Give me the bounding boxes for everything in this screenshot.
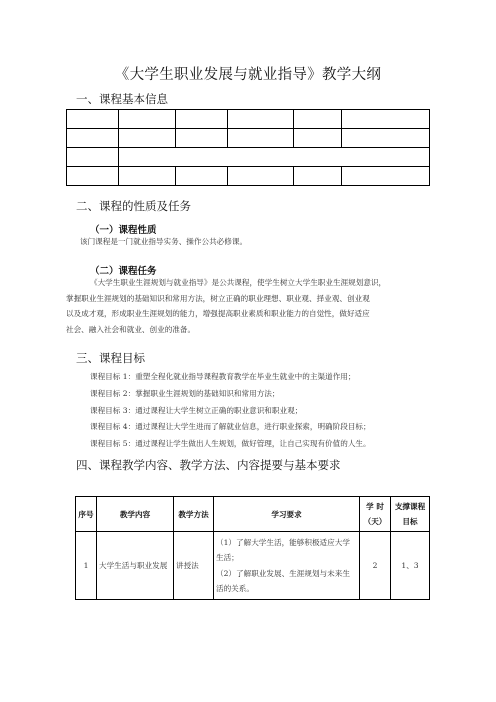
table-row [67, 110, 430, 129]
header-requirement: 学习要求 [214, 497, 360, 532]
requirement-line: （1）了解大学生活，能够积极适应大学生活； [216, 537, 350, 562]
header-content: 教学内容 [97, 497, 174, 532]
course-nature-heading: （一）课程性质 [90, 225, 157, 236]
section2-heading: 二、课程的性质及任务 [76, 199, 191, 213]
table-row [67, 129, 430, 148]
row-hours: 2 [360, 532, 391, 600]
row-content: 大学生活与职业发展 [97, 532, 174, 600]
table-cell [227, 129, 294, 148]
section3-heading: 三、课程目标 [76, 351, 145, 365]
course-goal-item: 课程目标 4：通过课程让大学生进而了解就业信息，进行职业探索，明确阶段目标； [90, 422, 371, 431]
course-task-line: 以及成才观，形成职业生涯规划的能力，增强提高职业素质和职业能力的自觉性，做好适应 [66, 309, 370, 318]
table-cell [67, 129, 119, 148]
teaching-content-table [75, 496, 430, 600]
course-goal-item: 课程目标 3：通过课程让大学生树立正确的职业意识和职业观； [90, 406, 303, 415]
row-seq: 1 [76, 532, 97, 600]
table-cell [118, 129, 175, 148]
table-cell [294, 129, 342, 148]
table-cell [175, 167, 227, 186]
course-task-heading: （二）课程任务 [90, 266, 157, 277]
table-row [76, 532, 430, 600]
row-requirement [214, 532, 360, 600]
course-info-table [66, 109, 430, 186]
table-cell [67, 148, 119, 167]
table-cell [342, 129, 430, 148]
table-header-row [76, 497, 430, 532]
table-cell [294, 167, 342, 186]
header-method: 教学方法 [174, 497, 214, 532]
course-task-line: 《大学生职业生涯规划与就业指导》是公共课程，使学生树立大学生职业生涯规划意识， [90, 278, 387, 287]
course-nature-text: 该门课程是一门就业指导实务、操作公共必修课。 [80, 237, 248, 246]
table-cell [118, 167, 175, 186]
course-goal-item: 课程目标 5：通过课程让学生做出人生规划，做好管理，让自己实现有价值的人生。 [90, 439, 371, 448]
document-title: 《大学生职业发展与就业指导》教学大纲 [114, 67, 382, 83]
course-task-line: 社会、融入社会和就业、创业的准备。 [66, 325, 196, 334]
table-cell [175, 129, 227, 148]
header-goal: 支撑课程目标 [391, 497, 430, 532]
table-cell [227, 167, 294, 186]
course-goal-item: 课程目标 1：重塑全程化就业指导课程教育教学在毕业生就业中的主渠道作用； [90, 372, 356, 381]
section4-heading: 四、课程教学内容、教学方法、内容提要与基本要求 [76, 458, 341, 472]
table-row [67, 167, 430, 186]
table-cell [67, 167, 119, 186]
header-seq: 序号 [76, 497, 97, 532]
course-goal-item: 课程目标 2：掌握职业生涯规划的基础知识和常用方法； [90, 389, 280, 398]
table-cell [118, 148, 429, 167]
table-cell [342, 110, 430, 129]
table-row [67, 148, 430, 167]
table-cell [118, 110, 175, 129]
header-hours: 学 时（天） [360, 497, 391, 532]
row-goal: 1、3 [391, 532, 430, 600]
row-method: 讲授法 [174, 532, 214, 600]
course-task-line: 掌握职业生涯规划的基础知识和常用方法，树立正确的职业理想、职业观、择业观、创业观 [66, 294, 370, 303]
requirement-line: （2）了解职业发展、生涯规划与未来生活的关系。 [216, 568, 350, 593]
section1-heading: 一、课程基本信息 [76, 92, 168, 106]
table-cell [342, 167, 430, 186]
table-cell [67, 110, 119, 129]
table-cell [294, 110, 342, 129]
table-cell [175, 110, 227, 129]
table-cell [227, 110, 294, 129]
